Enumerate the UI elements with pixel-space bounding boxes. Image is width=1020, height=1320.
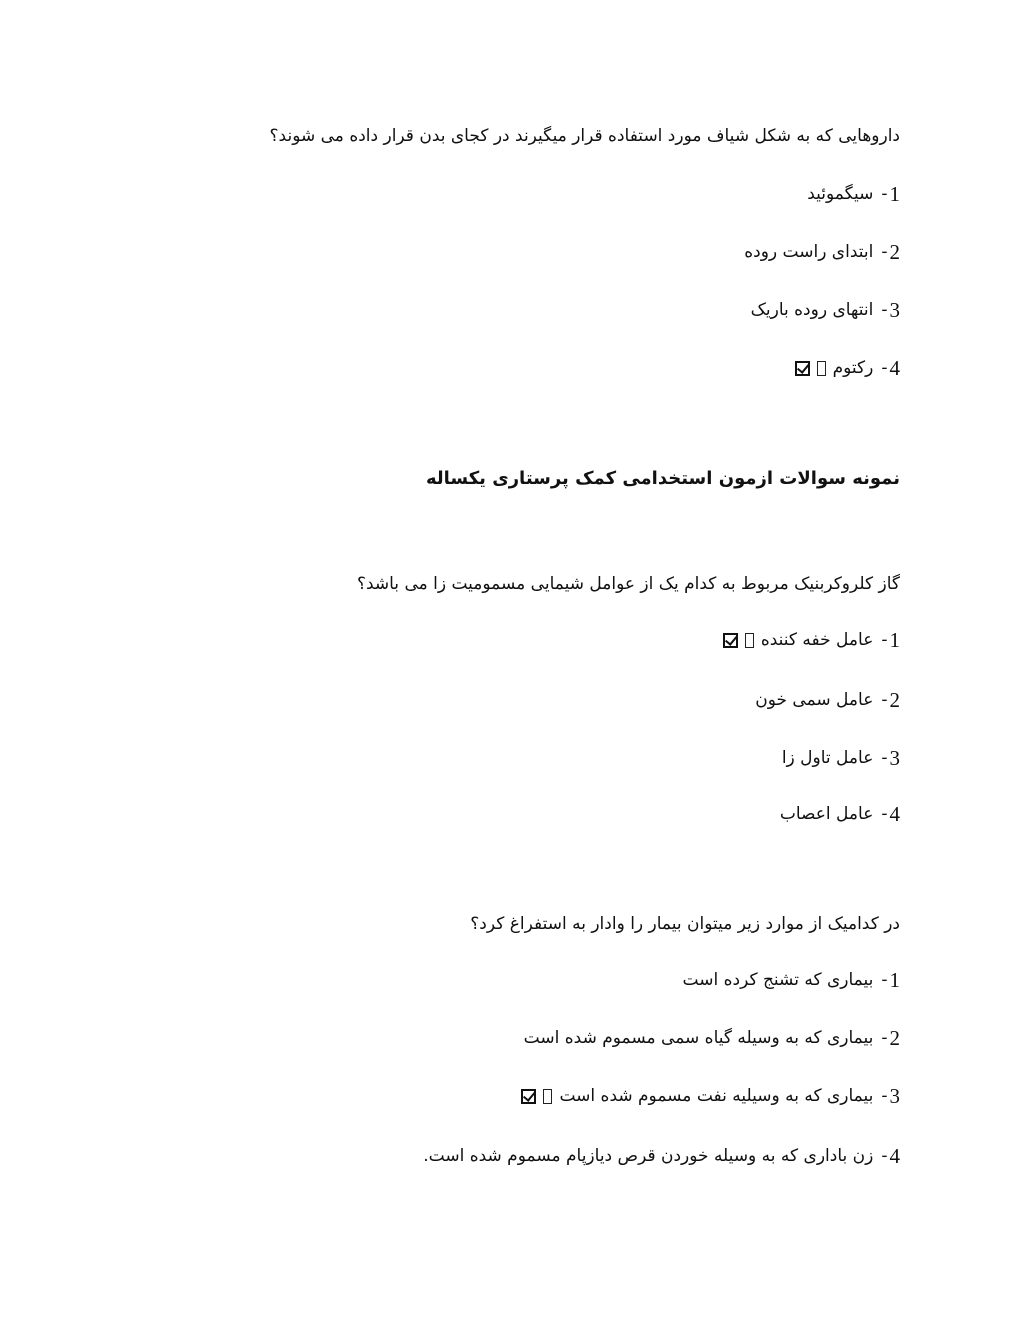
option-text: عامل اعصاب (779, 804, 874, 825)
option-separator: - (881, 804, 888, 825)
option-number: 2 (889, 240, 900, 264)
option-text: بیماری که به وسیلیه نفت مسموم شده است (559, 1086, 874, 1107)
option-separator: - (881, 970, 888, 991)
option-text: سیگموئید (807, 184, 874, 205)
q2-option-2 (755, 688, 900, 713)
option-separator: - (881, 748, 888, 769)
option-text: عامل خفه کننده (760, 630, 874, 651)
option-separator: - (881, 300, 888, 321)
q2-option-4 (780, 802, 900, 827)
q3-option-4 (423, 1144, 900, 1169)
question-2-text: گاز کلروکربنیک مربوط به کدام یک از عوامل شیمایی مسمومیت زا می باشد؟ (356, 574, 900, 594)
option-separator: - (881, 630, 888, 651)
checked-box-icon (795, 361, 810, 376)
option-number: 2 (889, 1026, 900, 1050)
option-number: 3 (889, 298, 900, 322)
option-text: ابتدای راست روده (744, 242, 874, 263)
option-number: 1 (889, 968, 900, 992)
option-separator: - (881, 1028, 888, 1049)
option-number: 4 (889, 1144, 900, 1168)
option-separator: - (881, 690, 888, 711)
option-separator: - (881, 358, 888, 379)
option-text: انتهای روده باریک (750, 300, 874, 321)
placeholder-box-icon (543, 1089, 552, 1104)
question-3-text: در کدامیک از موارد زیر میتوان بیمار را وادار به استفراغ کرد؟ (470, 914, 900, 934)
q3-option-3 (521, 1084, 900, 1109)
q2-option-1 (723, 628, 900, 653)
q1-option-3 (751, 298, 900, 323)
question-1-text: داروهایی که به شکل شیاف مورد استفاده قرار میگیرند در کجای بدن قرار داده می شوند؟ (269, 126, 900, 146)
option-text: بیماری که به وسیله گیاه سمی مسموم شده است (523, 1028, 874, 1049)
option-text: عامل تاول زا (781, 748, 874, 769)
q1-option-2 (744, 240, 900, 265)
q1-option-4 (795, 356, 900, 381)
option-text: عامل سمی خون (755, 690, 874, 711)
option-text: زن باداری که به وسیله خوردن قرص دیازپام مسموم شده است. (423, 1146, 874, 1167)
q2-option-3 (782, 746, 900, 771)
option-number: 1 (889, 628, 900, 652)
checked-box-icon (723, 633, 738, 648)
option-number: 4 (889, 802, 900, 826)
checked-box-icon (521, 1089, 536, 1104)
option-separator: - (881, 1146, 888, 1167)
option-number: 2 (889, 688, 900, 712)
q3-option-1 (683, 968, 900, 993)
option-number: 3 (889, 746, 900, 770)
placeholder-box-icon (817, 361, 826, 376)
option-number: 4 (889, 356, 900, 380)
option-text: بیماری که تشنج کرده است (682, 970, 874, 991)
option-number: 3 (889, 1084, 900, 1108)
option-number: 1 (889, 182, 900, 206)
q1-option-1 (807, 182, 900, 207)
option-separator: - (881, 1086, 888, 1107)
q3-option-2 (524, 1026, 900, 1051)
option-separator: - (881, 242, 888, 263)
option-text: رکتوم (832, 358, 874, 379)
option-separator: - (881, 184, 888, 205)
section-heading: نمونه سوالات ازمون استخدامی کمک پرستاری یکساله (425, 468, 900, 489)
placeholder-box-icon (745, 633, 754, 648)
